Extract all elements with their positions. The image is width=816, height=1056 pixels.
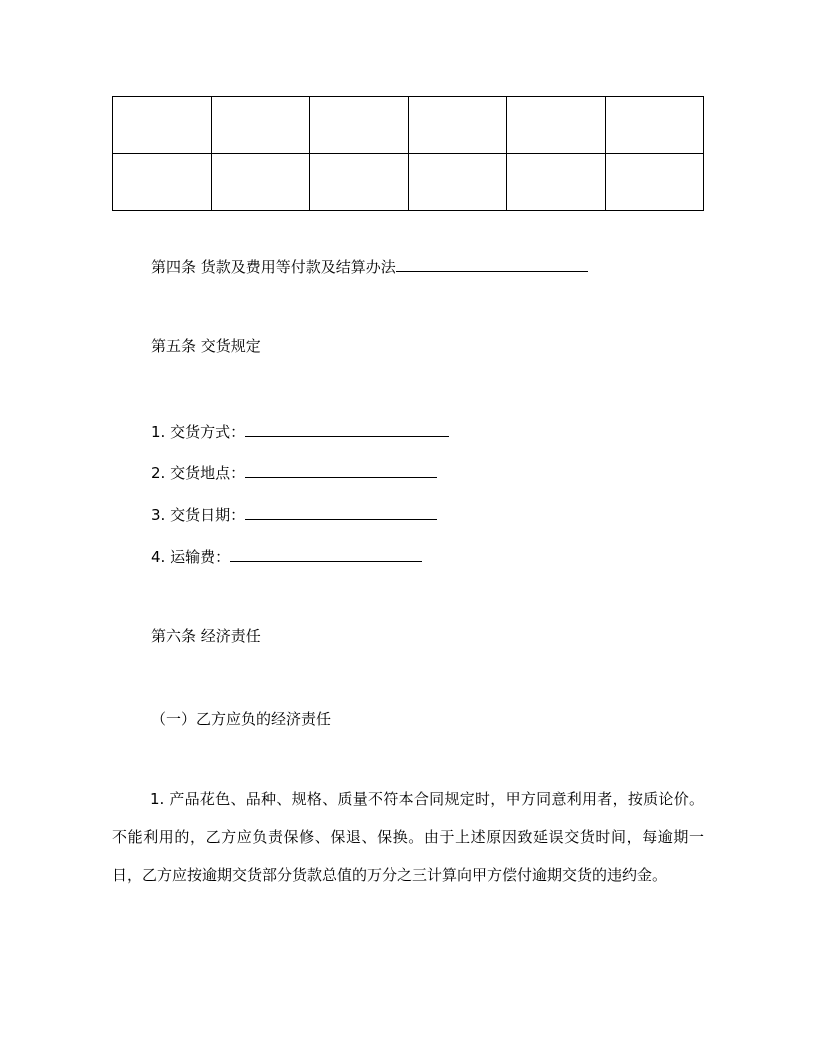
table-cell[interactable] (507, 97, 606, 154)
table-cell[interactable] (605, 154, 704, 211)
article-4-text: 第四条 货款及费用等付款及结算办法 (151, 258, 396, 276)
table-row (113, 154, 704, 211)
table-row (113, 97, 704, 154)
table-cell[interactable] (310, 154, 409, 211)
delivery-place-label: 2. 交货地点： (151, 464, 246, 482)
delivery-date-label: 3. 交货日期： (151, 506, 246, 524)
delivery-place-blank[interactable] (245, 460, 437, 478)
table-cell[interactable] (211, 97, 310, 154)
delivery-place-line (151, 460, 437, 483)
table-cell[interactable] (605, 97, 704, 154)
table-cell[interactable] (113, 154, 212, 211)
delivery-method-blank-tail (437, 419, 449, 437)
article-6-title: 第六条 经济责任 (151, 627, 261, 645)
table-cell[interactable] (113, 97, 212, 154)
article-5-title: 第五条 交货规定 (151, 337, 261, 355)
delivery-date-line (151, 502, 437, 525)
delivery-method-line (151, 419, 449, 442)
delivery-method-label: 1. 交货方式： (151, 423, 246, 441)
transport-fee-line (151, 544, 422, 567)
delivery-method-blank[interactable] (245, 419, 437, 437)
table-cell[interactable] (310, 97, 409, 154)
subsection-title: （一）乙方应负的经济责任 (151, 710, 332, 728)
article-4-blank[interactable] (396, 254, 588, 272)
article-4-line (151, 254, 588, 277)
table-cell[interactable] (211, 154, 310, 211)
product-table (112, 96, 704, 211)
liability-paragraph: 1. 产品花色、品种、规格、质量不符本合同规定时，甲方同意利用者，按质论价。不能利用的，乙方应负责保修、保退、保换。由于上述原因致延误交货时间，每逾期一日，乙方应按逾期交货部分货款总值的万分之三计算向甲方偿付逾期交货的违约金。 (112, 790, 704, 884)
table-cell[interactable] (408, 154, 507, 211)
transport-fee-label: 4. 运输费： (151, 548, 231, 566)
table-cell[interactable] (507, 154, 606, 211)
delivery-date-blank[interactable] (245, 502, 437, 520)
table-cell[interactable] (408, 97, 507, 154)
transport-fee-blank[interactable] (230, 544, 422, 562)
